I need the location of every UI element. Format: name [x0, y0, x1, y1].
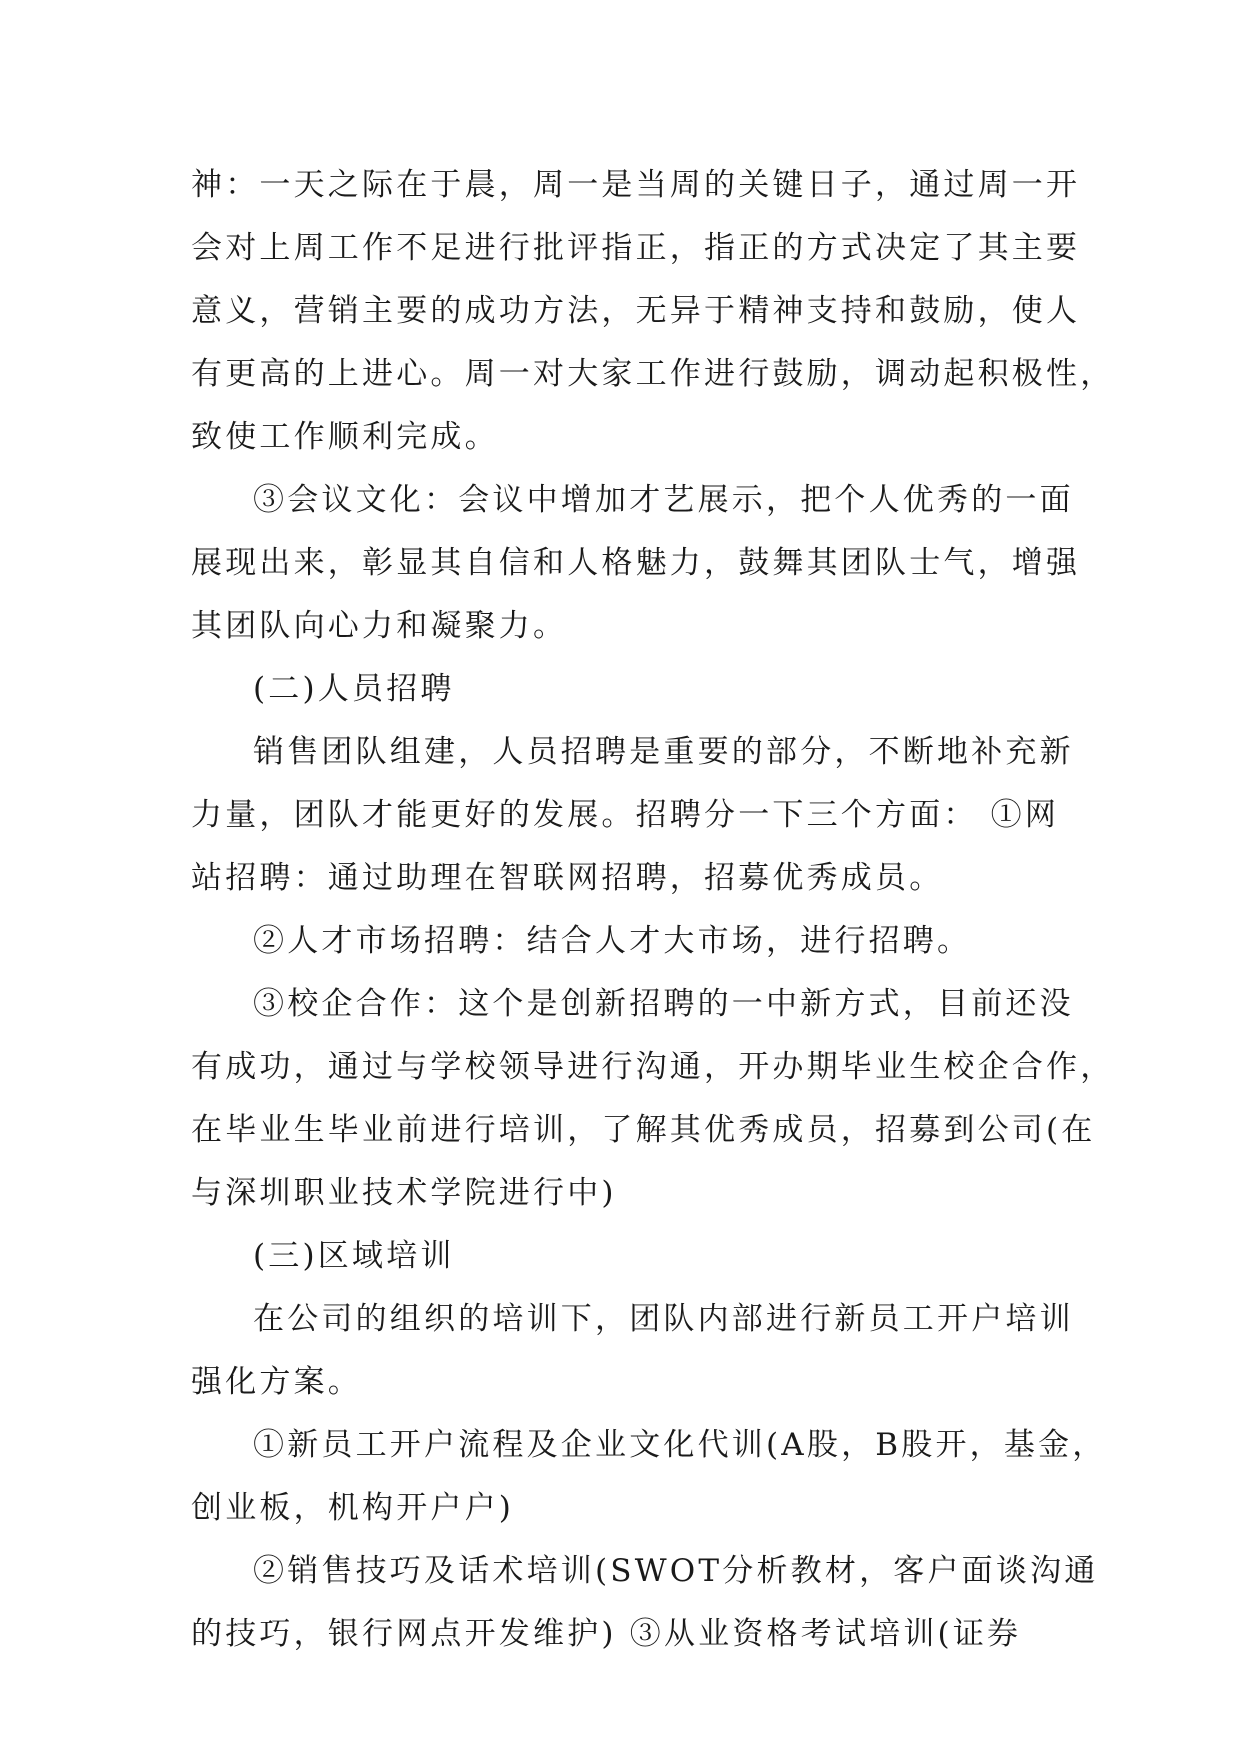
text-line: 致使工作顺利完成。 [191, 419, 499, 455]
text-line: 强化方案。 [191, 1364, 362, 1400]
paragraph [191, 1414, 1107, 1540]
document-body [191, 154, 1115, 1666]
text-line: (二)人员招聘 [253, 671, 455, 707]
text-line: 有成功，通过与学校领导进行沟通，开办期毕业生校企合作， [191, 1049, 1115, 1085]
text-line: 站招聘：通过助理在智联网招聘，招募优秀成员。 [191, 860, 944, 896]
text-line: 会对上周工作不足进行批评指正，指正的方式决定了其主要 [191, 230, 1081, 266]
section-heading [191, 1225, 1056, 1288]
text-line: 有更高的上进心。周一对大家工作进行鼓励，调动起积极性， [191, 356, 1115, 392]
paragraph [191, 910, 1056, 973]
text-line: 力量，团队才能更好的发展。招聘分一下三个方面： ①网 [191, 797, 1060, 833]
paragraph [191, 1540, 1099, 1666]
text-line: 的技巧，银行网点开发维护) ③从业资格考试培训(证券 [191, 1616, 1022, 1652]
text-line: 在公司的组织的培训下，团队内部进行新员工开户培训 [253, 1301, 1074, 1337]
paragraph [191, 1288, 1074, 1414]
text-line: 展现出来，彰显其自信和人格魅力，鼓舞其团队士气，增强 [191, 545, 1081, 581]
section-heading [191, 658, 1056, 721]
text-line: (三)区域培训 [253, 1238, 455, 1274]
paragraph [191, 973, 1115, 1225]
text-line: 与深圳职业技术学院进行中) [191, 1175, 617, 1211]
paragraph [191, 721, 1074, 910]
text-line: ②销售技巧及话术培训(SWOT分析教材，客户面谈沟通 [253, 1553, 1099, 1589]
text-line: 创业板，机构开户户) [191, 1490, 515, 1526]
text-line: 意义，营销主要的成功方法，无异于精神支持和鼓励，使人 [191, 293, 1081, 329]
text-line: ②人才市场招聘：结合人才大市场，进行招聘。 [253, 923, 972, 959]
text-line: 神：一天之际在于晨，周一是当周的关键日子，通过周一开 [191, 167, 1081, 203]
text-line: 在毕业生毕业前进行培训，了解其优秀成员，招募到公司(在 [191, 1112, 1096, 1148]
text-line: ③校企合作：这个是创新招聘的一中新方式，目前还没 [253, 986, 1074, 1022]
text-line: ①新员工开户流程及企业文化代训(A股，B股开，基金， [253, 1427, 1107, 1463]
paragraph [191, 469, 1081, 658]
text-line: 销售团队组建，人员招聘是重要的部分，不断地补充新 [253, 734, 1074, 770]
text-line: ③会议文化：会议中增加才艺展示，把个人优秀的一面 [253, 482, 1074, 518]
paragraph [191, 154, 1115, 469]
text-line: 其团队向心力和凝聚力。 [191, 608, 568, 644]
